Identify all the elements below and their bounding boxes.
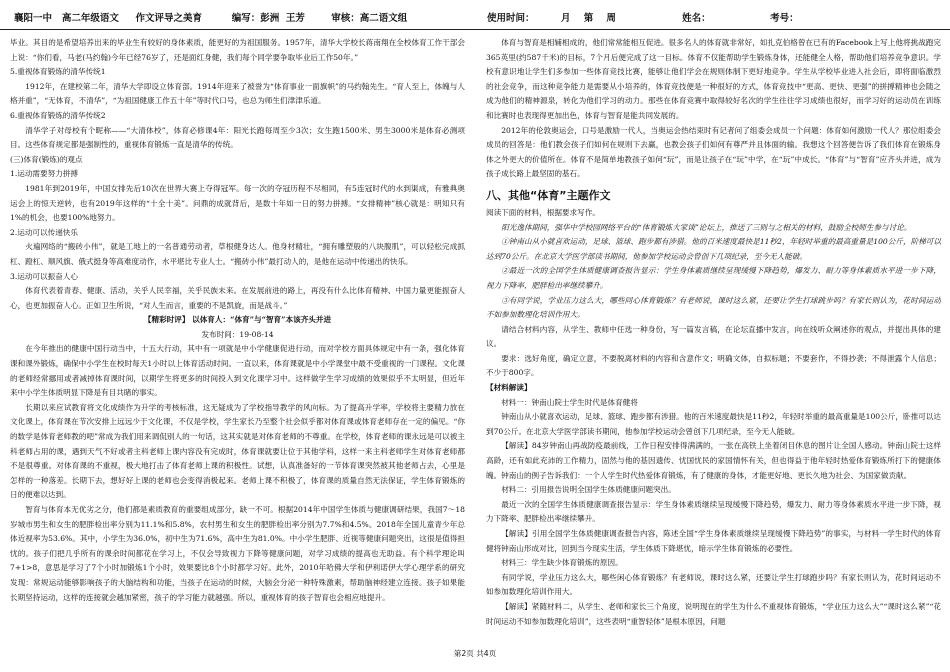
left-column-paragraph: 发布时间：19-08-14 bbox=[201, 329, 274, 339]
left-column bbox=[10, 36, 465, 636]
right-column-paragraph: 最近一次的全国学生体质健康调查报告显示：学生身体素质继续呈现缓慢下降趋势，爆发力、耐力等身体素质水平进一步下降，视力下降率、肥胖检出率继续攀升。 bbox=[486, 499, 941, 524]
left-column-paragraph: 1912年，在建校第二年，清华大学即设立体育部。1914年迎来了被誉为“体育事业一面旗帜”的马约翰先生。“育人至上，体魄与人格并重”，“无体育，不清华”，“为祖国健康工作五十年”等时代口号，也总为师生们津津乐道。 bbox=[10, 81, 465, 106]
right-column-paragraph: 要求：选好角度，确定立意，不要脱离材料的内容和含意作文；明确文体，自拟标题；不要套作，不得抄袭；不得泄露个人信息；不少于800字。 bbox=[486, 353, 941, 378]
right-column-paragraph: 材料二：引用报告说明全国学生体质健康问题突出。 bbox=[501, 485, 676, 495]
right-column bbox=[486, 36, 941, 636]
left-column-paragraph: 毕业。其目的是希望培养出来的毕业生有较好的身体素质，能更好的为祖国服务。1957年，清华大学校长蒋南翔在全校体育工作干部会上说：“你们看，马老(马约翰)今年已经76岁了，还是面红身健，我们每个同学要争取毕业后工作50年。” bbox=[10, 38, 465, 62]
right-column-paragraph: 【解读】84岁钟南山再战防疫最前线，工作日程安排得满满的，一张在高铁上坐着闭目休息的图片让全国人感动。钟南山院士这样高龄，还有如此充沛的工作精力，固然与他的基因遗传、忧国忧民的家国情怀有关，但也得益于他年轻时热爱体育锻炼所打下的健康体魄。钟南山的例子告诉我们：一个人学生时代热爱体育锻炼，有了健康的身体，才能更好地、更长久地为社会、为国家做贡献。 bbox=[486, 441, 941, 480]
left-column-paragraph: 5.重视体育锻炼的清华传统1 bbox=[10, 67, 106, 77]
right-column-paragraph: 钟南山从小就喜欢运动，足球、篮球、跑步都有涉猎。他的百米速度最快是11秒2，年轻时举重的最高重量是100公斤，卧推可以达到70公斤。在北京大学医学部读书期间，他参加学校运动会曾创下几项纪录，至今无人能破。 bbox=[486, 412, 941, 436]
left-column-paragraph: 2.运动可以传递快乐 bbox=[10, 227, 78, 237]
left-column-paragraph: 1.运动需要努力拼搏 bbox=[10, 169, 78, 179]
right-column-paragraph: 体育与智育是相辅相成的，他们常常能相互促进。很多名人的体育就非常好，如扎克伯格曾在已有的Facebook上写上他将挑战跑完365英里(约587千米)的目标，7个月后便完成了这一目标。体育不仅能帮助学生锻炼身体，还能健全人格，帮助他们培养竞争意识。学校有意识地让学生们多参加一些体育竞技比赛，能够让他们学会在规则体制下更好地竞争。学生从学校毕业进入社会后，即将面临激烈的社会竞争，而这种竞争能力是需要从小培养的，体育竞技便是一种很好的方式，体育竞技中“更高、更快、更强”的拼搏精神也会随之成为他们的精神源泉，转化为他们学习的动力。那些在体育竞赛中取得较好名次的学生往往学习成绩也很好，而学习好的运动员在训练和比赛时也表现得更加出色，体育与智育是能共同发展的。 bbox=[486, 38, 941, 120]
right-column-paragraph: 2012年的伦敦奥运会，口号是激励一代人，当奥运会热结束时有记者问了组委会成员一个问题：体育如何激励一代人？那位组委会成员的回答是：他们教会孩子们如何在规则下去赢，也教会孩子们如何有尊严并且体面的输。我想这个回答便告诉了我们体育在锻炼身体之外更大的价值所在。体育不是简单地教孩子如何“玩”，而是让孩子在“玩”中学，在“玩”中成长。“体育”与“智育”应齐头并进，成为孩子成长路上最坚固的基石。 bbox=[486, 125, 941, 179]
left-column-paragraph: 1981年到2019年，中国女排先后10次在世界大赛上夺得冠军。每一次的夺冠历程不尽相同，有5连冠时代的水到渠成，有雅典奥运会上的惊天逆转，也有2019年这样的“十全十美”。问鼎的成就背后，是数十年如一日的努力拼搏。“女排精神”核心就是：明知只有1%的机会，也要100%地努力。 bbox=[10, 183, 465, 223]
left-column-paragraph: 智育与体育本无优劣之分，他们都是素质教育的重要组成部分，缺一不可。根据2014年中国学生体质与健康调研结果，我国7～18岁城市男生和女生的肥胖检出率分别为11.1%和5.8%，农村男生和女生的肥胖检出率分别为7.7%和4.5%。2018年全国儿童青少年总体近视率为53.6%。其中，小学生为36.0%，初中生为71.6%，高中生为81.0%。中小学生肥胖、近视等健康问题突出，这很是值得担忧的。孩子们把几乎所有的课余时间都花在学习上，不仅会导致视力下降等健康问题，对学习成绩的提高也无助益。有个科学理论叫7+1>8，意思是学习了7个小时加锻炼1个小时，效果要比8个小时都学习好。此外，2010年哈佛大学和伊利诺伊大学心理学系的研究发现：常规运动能够影响孩子的大脑结构和功能，当孩子在运动的时候，大脑会分泌一种特殊激素，帮助脑神经建立连接。孩子如果能长期坚持运动，这样的连接就会越加紧密，孩子的学习能力就越强。所以，重视体育的孩子智育也会相应地提升。 bbox=[10, 505, 465, 602]
right-column-paragraph: 材料三：学生缺少体育锻炼的原因。 bbox=[501, 558, 623, 568]
header-left-info: 襄阳一中 高二年级语文 作文评导之美育 编写：彭洲 王芳 审核：高二语文组 bbox=[14, 13, 408, 24]
right-column-paragraph: 【解读】引用全国学生体质健康调查报告内容，陈述全国“学生身体素质继续呈现缓慢下降趋势”的事实，与材料一学生时代的体育健将钟南山形成对比，回到当今现实生活，学生体质下降堪忧，暗示学生体育锻炼的必要性。 bbox=[486, 529, 941, 553]
right-column-paragraph: 请结合材料内容，从学生、教师中任选一种身份，写一篇发言稿，在论坛直播中发言，向在线听众阐述你的观点，并提出具体的建议。 bbox=[486, 324, 941, 349]
left-column-paragraph: (三)体育(锻炼)的观点 bbox=[10, 154, 83, 164]
page-footer: 第2页 共4页 bbox=[453, 649, 497, 658]
right-column-paragraph: 阅读下面的材料，根据要求写作。 bbox=[486, 207, 600, 217]
right-column-paragraph: ①钟南山从小就喜欢运动，足球、篮球、跑步都有涉猎。他的百米速度最快是11秒2，年轻时举重的最高重量是100公斤，阶梯可以达到70公斤。在北京大学医学部读书期间，他参加学校运动会曾创下几项纪录，至今无人能破。 bbox=[486, 237, 941, 261]
right-column-paragraph: 阳光逸体期间，强华中学校园网络平台的“体育锻炼大家谈”论坛上，推送了三则与之相关的材料，鼓励全校师生参与讨论。 bbox=[501, 222, 912, 232]
right-column-paragraph: 【材料解读】 bbox=[486, 383, 532, 393]
header-right-info: 使用时间： 月 第 周 姓名： 考号： bbox=[487, 13, 799, 24]
right-column-paragraph: 材料一：钟南山院士学生时代是体育健将 bbox=[501, 397, 638, 407]
right-column-paragraph: 有同学说，学业压力这么大，哪些闲心体育锻炼？有老师说，课时这么紧，还要让学生打球跑步吗？有家长则认为，花时间运动不如参加数理化培训作用大。 bbox=[486, 572, 941, 597]
right-column-paragraph: ③有同学说，学业压力这么大，哪些同心体育锻炼？有老师说，课时这么紧，还要让学生打球跳步吗？有家长则认为，花时间运动不如参加数理化培训作用大。 bbox=[486, 295, 941, 320]
left-column-paragraph: 火遍网络的“搬砖小伟”，就是工地上的一名普通劳动者，草根健身达人。他身材精壮，“拥有雕塑般的八块腹肌”，可以轻松完成抓杠、蹬杠、顺风旗、俄式挺身等高难度动作，水平堪比专业人士。“搬砖小伟”最打动人的，是他在运动中传递出的快乐。 bbox=[10, 242, 465, 266]
left-column-paragraph: 【精彩时评】 以体育人：“体育”与“智育”本该齐头并进 bbox=[143, 315, 332, 325]
left-column-paragraph: 3.运动可以振奋人心 bbox=[10, 271, 78, 281]
right-column-paragraph: ②最近一次的全国学生体质健康调查报告显示：学生身体素质继续呈现缓慢下降趋势，爆发力、耐力等身体素质水平进一步下降，视力下降率、肥胖检出率继续攀升。 bbox=[486, 266, 941, 290]
page-header bbox=[0, 0, 950, 30]
left-column-paragraph: 长期以来应试教育将文化成绩作为升学的考核标准，这无疑成为了学校指导教学的风向标。为了提高升学率，学校将主要精力放在文化课上，体育课在节次安排上远远少于文化课，不仅是学校，学生家长乃至整个社会似乎都对体育课或体育老师存在一定的偏见。“你的数学是体育老师教的吧”常成为我们用来调侃别人的一句话，这其实就是对体育老师的不尊重。在学校，体育老师的课永远是可以被主科老师占用的课，遇到天气不好或者主科老师上课内容没有完成时，体育课就要让位于其他学科，这样一来主科老师学生对体育老师都不是很尊重。对体育课的不重视，极大地打击了体育老师上课的积极性。试想，认真准备好的一节体育课突然被其他老师占去，心里是怎样的一种落差。长期下去，想好好上课的老师也会变得消极起来。老师上课不积极了，体育课的质量自然无法保证，学生体育锻炼的日的便难以达到。 bbox=[10, 402, 465, 500]
left-column-paragraph: 体育代表着青春、健康、活动，关乎人民幸福，关乎民族未来。在发展前进的路上，再没有什么比体育精神、中国力量更能振奋人心，也更加振奋人心。正如卫生所说，“对人生而言，重要的不是凯旋，而是战斗。” bbox=[10, 286, 465, 310]
left-column-paragraph: 在今年推出的健康中国行动当中，十五大行动，其中有一项就是中小学健康促进行动，而对学校方面具体规定中有一条，强化体育课和课外锻炼，确保中小学生在校时每天1小时以上体育活动时间。一直以来，体育课就是中小学课堂中最不受重视的一门课程。文化课的老师经常挪用或者减掉体育课时间，以期学生将更多的时间投入到文化课学习中。这样做学生学习成绩的效果似乎不太明显，但近年来中小学生体质明显下降是有目共睹的事实。 bbox=[10, 344, 465, 398]
right-column-paragraph: 【解读】紧随材料二，从学生、老师和家长三个角度，说明现在的学生为什么不重视体育锻炼，“学业压力这么大”“课时这么紧”“花时间运动不如参加数理化培训”，这些表明“重智轻体”是根本原因，问题 bbox=[486, 601, 941, 626]
right-column-paragraph: 八、其他“体育”主题作文 bbox=[486, 188, 611, 202]
left-column-paragraph: 6.重视体育锻炼的清华传统2 bbox=[10, 110, 106, 120]
left-column-paragraph: 清华学子对母校有个昵称——“大清体校”，体育必修课4年：阳光长跑每周至少3次；女生跑1500米、男生3000米是体育必测项目。这些体育规定都是强制性的，重视体育锻炼一直是清华的传统。 bbox=[10, 125, 465, 150]
